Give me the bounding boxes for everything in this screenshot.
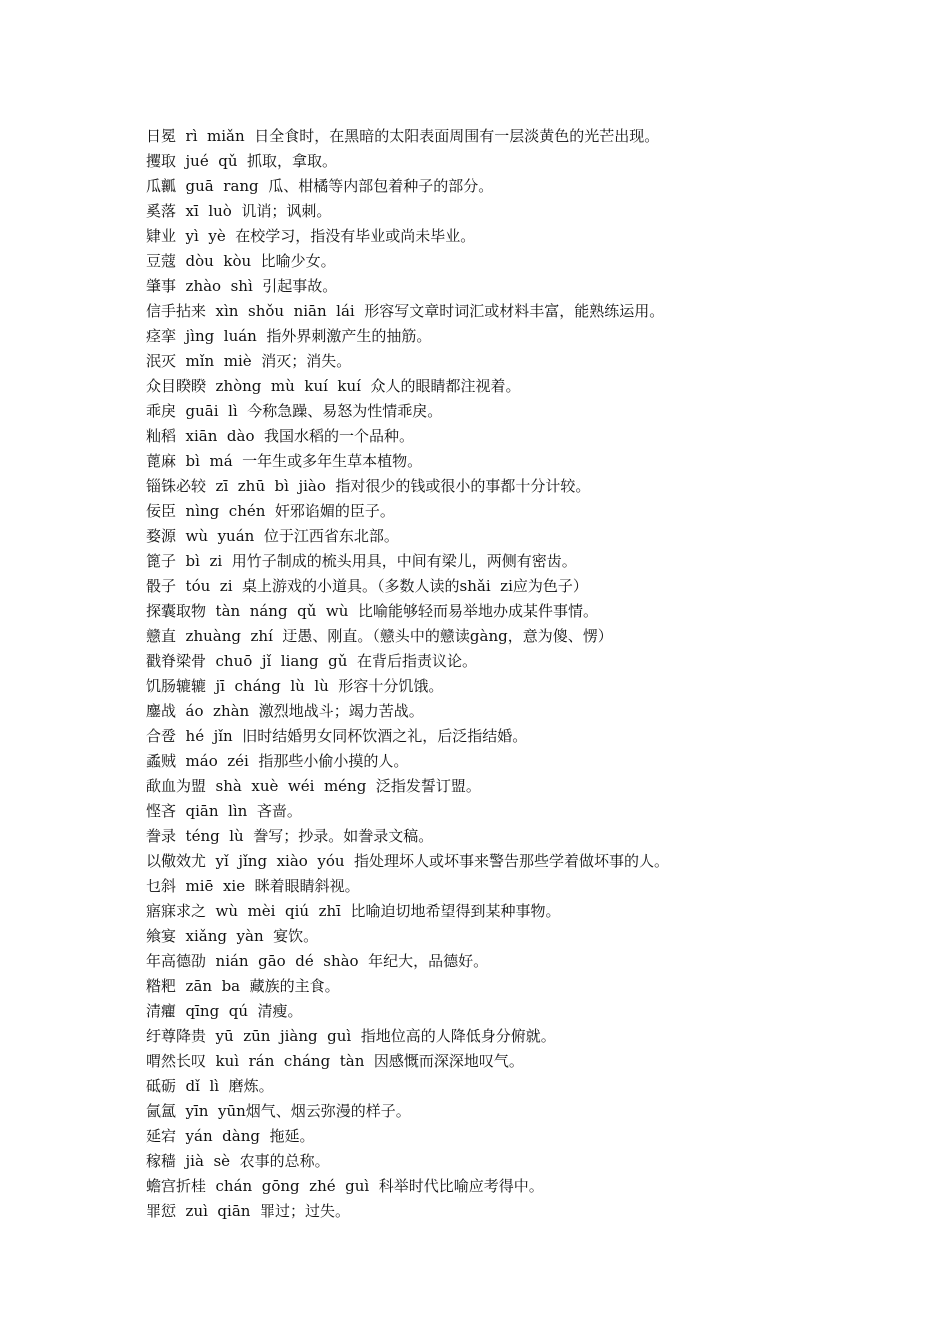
vocabulary-entry: 瓜瓤 guā rang 瓜、柑橘等内部包着种子的部分。 [146,177,494,195]
vocabulary-entry: 糌粑 zān ba 藏族的主食。 [146,977,340,995]
vocabulary-entry: 锱铢必较 zī zhū bì jiào 指对很少的钱或很小的事都十分计较。 [146,477,591,495]
vocabulary-entry: 歃血为盟 shà xuè wéi méng 泛指发誓订盟。 [146,777,481,795]
vocabulary-entry: 豆蔻 dòu kòu 比喻少女。 [146,252,336,270]
vocabulary-entry: 以儆效尤 yǐ jǐng xiào yóu 指处理坏人或坏事来警告那些学着做坏事的人。 [146,852,670,870]
vocabulary-entry: 氤氲 yīn yūn烟气、烟云弥漫的样子。 [146,1102,411,1120]
vocabulary-entry: 罪愆 zuì qiān 罪过；过失。 [146,1202,350,1220]
vocabulary-entry: 肇事 zhào shì 引起事故。 [146,277,338,295]
vocabulary-entry: 乜斜 miē xie 眯着眼睛斜视。 [146,877,360,895]
vocabulary-entry: 骰子 tóu zi 桌上游戏的小道具。（多数人读的shǎi zi应为色子） [146,577,588,595]
vocabulary-entry: 籼稻 xiān dào 我国水稻的一个品种。 [146,427,415,445]
vocabulary-entry: 篦子 bì zi 用竹子制成的梳头用具，中间有梁儿，两侧有密齿。 [146,552,577,570]
vocabulary-entry: 誊录 téng lù 誊写；抄录。如誊录文稿。 [146,827,434,845]
vocabulary-entry: 蟾宫折桂 chán gōng zhé guì 科举时代比喻应考得中。 [146,1177,544,1195]
vocabulary-entry: 合卺 hé jǐn 旧时结婚男女同杯饮酒之礼，后泛指结婚。 [146,727,528,745]
vocabulary-entry: 泯灭 mǐn miè 消灭；消失。 [146,352,352,370]
vocabulary-entry: 鏖战 áo zhàn 激烈地战斗；竭力苦战。 [146,702,424,720]
vocabulary-entry: 延宕 yán dàng 拖延。 [146,1127,315,1145]
vocabulary-entry: 年高德劭 nián gāo dé shào 年纪大，品德好。 [146,952,489,970]
vocabulary-entry: 稼穑 jià sè 农事的总称。 [146,1152,330,1170]
vocabulary-entry: 日冕 rì miǎn 日全食时，在黑暗的太阳表面周围有一层淡黄色的光芒出现。 [146,127,660,145]
vocabulary-entry: 悭吝 qiān lìn 吝啬。 [146,802,302,820]
vocabulary-entry: 肄业 yì yè 在校学习，指没有毕业或尚未毕业。 [146,227,476,245]
vocabulary-list [146,124,936,1224]
vocabulary-entry: 佞臣 nìng chén 奸邪谄媚的臣子。 [146,502,395,520]
vocabulary-entry: 寤寐求之 wù mèi qiú zhī 比喻迫切地希望得到某种事物。 [146,902,561,920]
vocabulary-entry: 信手拈来 xìn shǒu niān lái 形容写文章时词汇或材料丰富，能熟练运用。 [146,302,665,320]
vocabulary-entry: 蟊贼 máo zéi 指那些小偷小摸的人。 [146,752,409,770]
vocabulary-entry: 喟然长叹 kuì rán cháng tàn 因感慨而深深地叹气。 [146,1052,524,1070]
vocabulary-entry: 奚落 xī luò 讥诮；讽刺。 [146,202,332,220]
vocabulary-entry: 纡尊降贵 yū zūn jiàng guì 指地位高的人降低身分俯就。 [146,1027,556,1045]
vocabulary-entry: 砥砺 dǐ lì 磨炼。 [146,1077,274,1095]
vocabulary-entry: 饥肠辘辘 jī cháng lù lù 形容十分饥饿。 [146,677,444,695]
vocabulary-entry: 探囊取物 tàn náng qǔ wù 比喻能够轻而易举地办成某件事情。 [146,602,598,620]
vocabulary-entry: 戆直 zhuàng zhí 迂愚、刚直。（戆头中的戆读gàng，意为傻、愣） [146,627,613,645]
vocabulary-entry: 攫取 jué qǔ 抓取，拿取。 [146,152,338,170]
vocabulary-entry: 蓖麻 bì má 一年生或多年生草本植物。 [146,452,423,470]
vocabulary-entry: 婺源 wù yuán 位于江西省东北部。 [146,527,399,545]
vocabulary-entry: 痉挛 jìng luán 指外界刺激产生的抽筋。 [146,327,432,345]
vocabulary-entry: 飨宴 xiǎng yàn 宴饮。 [146,927,319,945]
vocabulary-entry: 众目睽睽 zhòng mù kuí kuí 众人的眼睛都注视着。 [146,377,521,395]
vocabulary-entry: 乖戾 guāi lì 今称急躁、易怒为性情乖戾。 [146,402,443,420]
vocabulary-entry: 戳脊梁骨 chuō jǐ liang gǔ 在背后指责议论。 [146,652,477,670]
vocabulary-entry: 清癯 qīng qú 清瘦。 [146,1002,303,1020]
